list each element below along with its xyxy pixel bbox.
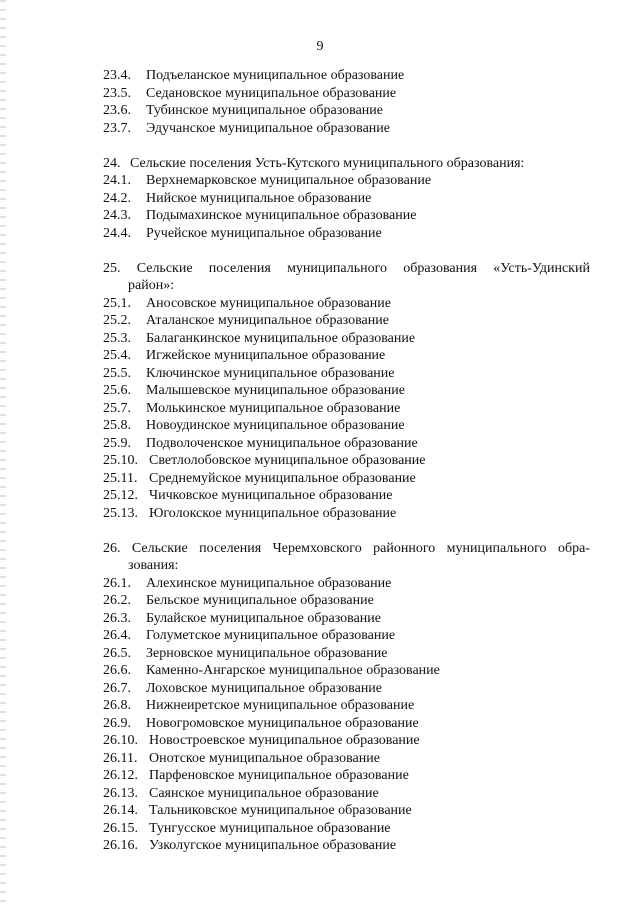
list-item: [103, 470, 590, 488]
item-text: Новоудинское муниципальное образование: [146, 418, 405, 433]
list-item: [103, 575, 590, 593]
item-number: 26.2.: [103, 593, 131, 608]
list-item: [103, 225, 590, 243]
list-item: [103, 610, 590, 628]
heading-word: муниципального: [446, 540, 547, 556]
heading-continuation-text: зования:: [128, 558, 179, 573]
item-number: 25.12.: [103, 488, 138, 503]
item-text: Ручейское муниципальное образование: [146, 225, 382, 241]
item-text: Каменно-Ангарское муниципальное образование: [146, 663, 440, 678]
item-text: Новостроевское муниципальное образование: [149, 733, 420, 748]
item-text: Среднемуйское муниципальное образование: [149, 470, 416, 486]
list-item: [103, 400, 590, 418]
item-text: Лоховское муниципальное образование: [146, 680, 383, 696]
document-body: [103, 67, 590, 855]
item-number: 24.4.: [103, 225, 131, 241]
item-text: Узколугское муниципальное образование: [149, 838, 397, 853]
item-number: 26.6.: [103, 663, 131, 678]
item-text: Зерновское муниципальное образование: [146, 645, 388, 661]
spacer: [103, 522, 590, 540]
item-text: Эдучанское муниципальное образование: [146, 120, 390, 136]
section-heading-continuation: [103, 557, 590, 575]
list-item: [103, 505, 590, 523]
list-item: [103, 330, 590, 348]
item-number: 26.15.: [103, 820, 138, 836]
item-number: 25.1.: [103, 295, 131, 311]
heading-continuation-text: район»:: [128, 278, 175, 293]
item-number: 26.11.: [103, 750, 138, 766]
item-text: Малышевское муниципальное образование: [146, 383, 405, 398]
list-item: [103, 452, 590, 470]
item-text: Тальниковское муниципальное образование: [149, 803, 412, 818]
list-item: [103, 295, 590, 313]
item-text: Нижнеиретское муниципальное образование: [146, 698, 415, 713]
heading-word: Черемховского: [272, 540, 362, 556]
item-text: Балаганкинское муниципальное образование: [146, 330, 416, 346]
heading-number: 25.: [103, 260, 121, 276]
list-item: [103, 662, 590, 680]
section-heading: [103, 540, 590, 558]
section-heading: [103, 155, 590, 173]
item-number: 26.1.: [103, 575, 131, 591]
item-number: 26.3.: [103, 610, 131, 626]
item-text: Булайское муниципальное образование: [146, 610, 381, 626]
heading-word: обра-: [557, 540, 590, 556]
list-item: [103, 592, 590, 610]
heading-word: поселения: [199, 540, 262, 556]
item-text: Аносовское муниципальное образование: [146, 295, 391, 311]
list-item: [103, 785, 590, 803]
item-number: 25.13.: [103, 505, 138, 521]
item-number: 25.6.: [103, 383, 131, 398]
item-text: Тунгусское муниципальное образование: [149, 820, 391, 836]
section-heading: [103, 260, 590, 278]
heading-word: поселения: [208, 260, 271, 276]
heading-word: Сельские: [131, 540, 188, 556]
heading-text: Сельские поселения Усть-Кутского муниципального образования:: [130, 155, 525, 171]
list-item: [103, 417, 590, 435]
item-number: 23.4.: [103, 68, 131, 83]
item-text: Бельское муниципальное образование: [146, 593, 374, 608]
item-number: 25.5.: [103, 365, 131, 381]
heading-word: Сельские: [136, 260, 193, 276]
heading-word: «Усть-Удинский: [493, 260, 590, 276]
list-item: [103, 312, 590, 330]
heading-word: образования: [403, 260, 478, 276]
list-item: [103, 487, 590, 505]
list-item: [103, 120, 590, 138]
scan-edge: [0, 0, 6, 905]
item-text: Нийское муниципальное образование: [146, 190, 372, 206]
list-item: [103, 627, 590, 645]
item-number: 25.10.: [103, 453, 138, 468]
item-text: Новогромовское муниципальное образование: [146, 715, 419, 731]
spacer: [103, 242, 590, 260]
list-item: [103, 837, 590, 855]
list-item: [103, 750, 590, 768]
item-text: Парфеновское муниципальное образование: [149, 768, 409, 783]
list-item: [103, 767, 590, 785]
list-item: [103, 85, 590, 103]
item-text: Подъеланское муниципальное образование: [146, 68, 405, 83]
item-number: 25.8.: [103, 418, 131, 433]
list-item: [103, 802, 590, 820]
list-item: [103, 697, 590, 715]
item-text: Седановское муниципальное образование: [146, 85, 397, 101]
item-number: 26.5.: [103, 645, 131, 661]
item-text: Юголокское муниципальное образование: [149, 505, 397, 521]
item-number: 26.14.: [103, 803, 138, 818]
item-text: Голуметское муниципальное образование: [146, 628, 396, 643]
item-number: 26.16.: [103, 838, 138, 853]
list-item: [103, 715, 590, 733]
list-item: [103, 365, 590, 383]
list-item: [103, 172, 590, 190]
item-number: 25.3.: [103, 330, 131, 346]
heading-number: 26.: [103, 540, 121, 556]
heading-number: 24.: [103, 155, 121, 171]
section-heading-continuation: [103, 277, 590, 295]
list-item: [103, 645, 590, 663]
page-number: 9: [316, 39, 324, 54]
item-number: 25.11.: [103, 470, 138, 486]
list-item: [103, 382, 590, 400]
list-item: [103, 820, 590, 838]
item-number: 26.13.: [103, 785, 138, 801]
item-text: Подволоченское муниципальное образование: [146, 435, 418, 451]
item-text: Тубинское муниципальное образование: [146, 103, 383, 118]
item-text: Алехинское муниципальное образование: [146, 575, 392, 591]
item-text: Чичковское муниципальное образование: [149, 488, 393, 503]
item-text: Подымахинское муниципальное образование: [146, 208, 417, 223]
item-text: Верхнемарковское муниципальное образование: [146, 173, 432, 188]
item-text: Саянское муниципальное образование: [149, 785, 379, 801]
item-text: Онотское муниципальное образование: [149, 750, 380, 766]
item-number: 24.2.: [103, 190, 131, 206]
item-number: 26.12.: [103, 768, 138, 783]
list-item: [103, 207, 590, 225]
item-number: 25.9.: [103, 435, 131, 451]
item-number: 24.3.: [103, 208, 131, 223]
item-number: 26.8.: [103, 698, 131, 713]
item-number: 25.2.: [103, 313, 131, 328]
item-text: Молькинское муниципальное образование: [146, 400, 401, 416]
item-number: 26.4.: [103, 628, 131, 643]
list-item: [103, 680, 590, 698]
item-text: Светлолобовское муниципальное образование: [149, 453, 426, 468]
item-number: 23.7.: [103, 120, 131, 136]
item-number: 24.1.: [103, 173, 131, 188]
item-number: 23.5.: [103, 85, 131, 101]
list-item: [103, 347, 590, 365]
item-text: Ключинское муниципальное образование: [146, 365, 395, 381]
list-item: [103, 102, 590, 120]
list-item: [103, 67, 590, 85]
item-number: 26.9.: [103, 715, 131, 731]
item-text: Аталанское муниципальное образование: [146, 313, 389, 328]
heading-word: муниципального: [287, 260, 387, 276]
item-number: 23.6.: [103, 103, 131, 118]
item-number: 25.7.: [103, 400, 131, 416]
item-number: 25.4.: [103, 348, 131, 363]
item-text: Игжейское муниципальное образование: [146, 348, 386, 363]
list-item: [103, 190, 590, 208]
heading-word: районного: [373, 540, 436, 556]
spacer: [103, 137, 590, 155]
item-number: 26.7.: [103, 680, 131, 696]
item-number: 26.10.: [103, 733, 138, 748]
list-item: [103, 732, 590, 750]
list-item: [103, 435, 590, 453]
